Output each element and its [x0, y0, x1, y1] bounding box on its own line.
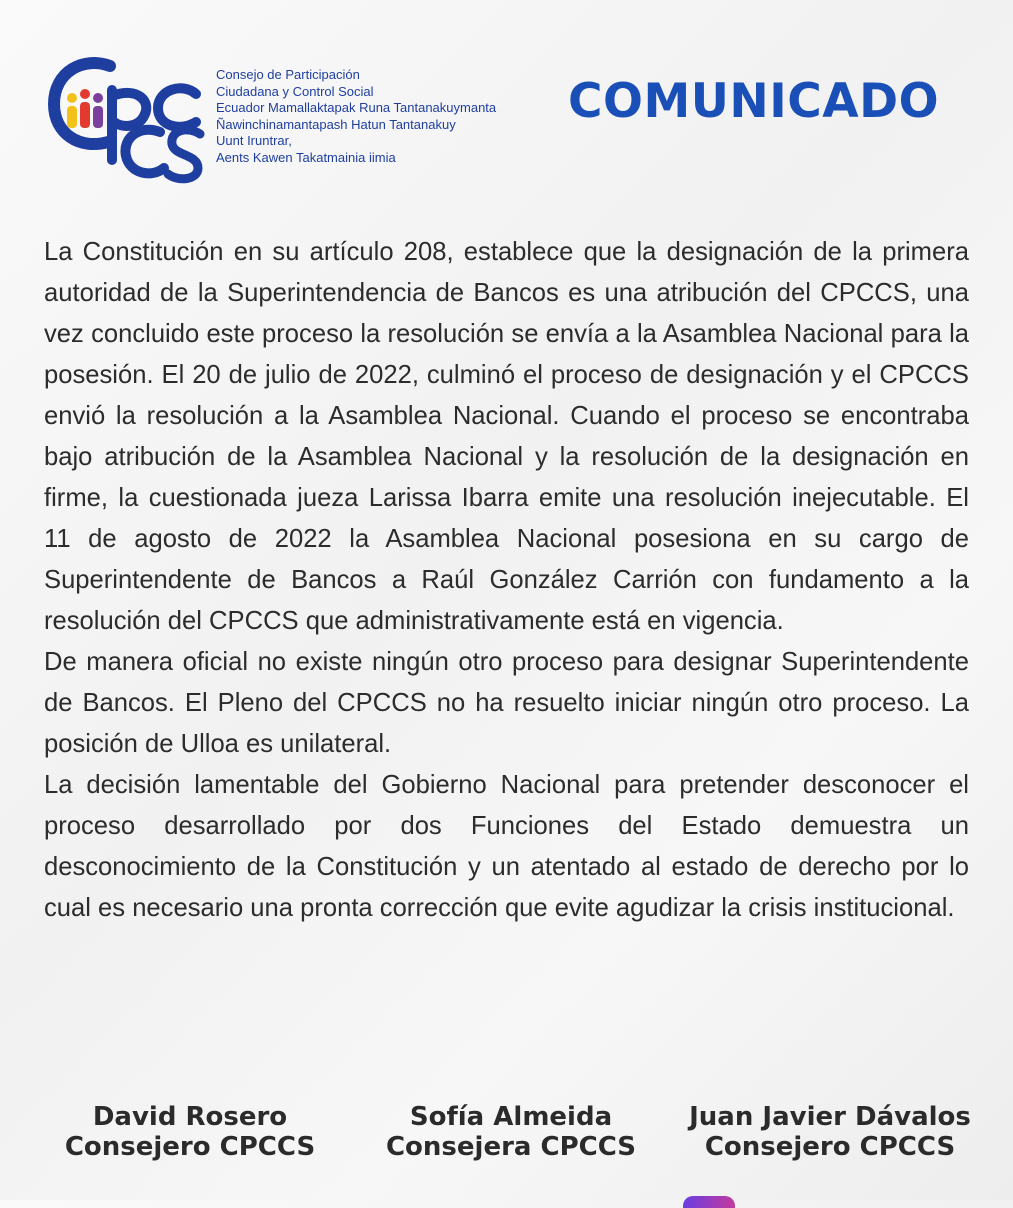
signature-name: Juan Javier Dávalos	[689, 1102, 971, 1132]
paragraph: La decisión lamentable del Gobierno Nacional para pretender desconocer el proceso desarrollado por dos Funciones del Estado demuestra un desconocimiento de la Constitución y un atentado al estado de derecho por lo cual es necesario una pronta corrección que evite agudizar la crisis institucional.	[44, 771, 969, 922]
paragraph: La Constitución en su artículo 208, establece que la designación de la primera autoridad de la Superintendencia de Bancos es una atribución del CPCCS, una vez concluido este proceso la resolución se envía a la Asamblea Nacional para la posesión. El 20 de julio de 2022, culminó el proceso de designación y el CPCCS envió la resolución a la Asamblea Nacional. Cuando el proceso se encontraba bajo atribución de la Asamblea Nacional y la resolución de la designación en firme, la cuestionada jueza Larissa Ibarra emite una resolución inejecutable. El 11 de agosto de 2022 la Asamblea Nacional posesiona en su cargo de Superintendente de Bancos a Raúl González Carrión con fundamento a la resolución del CPCCS que administrativamente está en vigencia.	[44, 238, 969, 635]
page-title: COMUNICADO	[568, 74, 940, 129]
org-line: Ñawinchinamantapash Hatun Tantanakuy	[216, 116, 456, 132]
communique-body	[44, 232, 969, 929]
org-line: Consejo de Participación	[216, 67, 360, 82]
signature-block	[380, 1102, 642, 1162]
org-line: Aents Kawen Takatmainia iimia	[216, 149, 396, 165]
signature-role: Consejera CPCCS	[385, 1132, 637, 1162]
paragraph: De manera oficial no existe ningún otro proceso para designar Superintendente de Bancos. El Pleno del CPCCS no ha resuelto iniciar ningún otro proceso. La posición de Ulloa es unilateral.	[44, 648, 969, 758]
cpccs-org-name	[216, 67, 516, 166]
org-line: Ciudadana y Control Social	[216, 83, 374, 99]
signature-name: Sofía Almeida	[409, 1102, 613, 1132]
org-line: Ecuador Mamallaktapak Runa Tantanakuymanta	[216, 100, 497, 115]
signature-name: David Rosero	[92, 1102, 288, 1132]
signature-block	[680, 1102, 980, 1162]
app-icon	[683, 1196, 735, 1208]
signature-role: Consejero CPCCS	[64, 1132, 316, 1162]
org-line: Uunt Iruntrar,	[216, 133, 292, 148]
signature-block	[60, 1102, 320, 1162]
cpccs-logo-mark	[48, 50, 208, 185]
cpccs-logo	[48, 50, 508, 185]
signature-role: Consejero CPCCS	[704, 1132, 956, 1162]
